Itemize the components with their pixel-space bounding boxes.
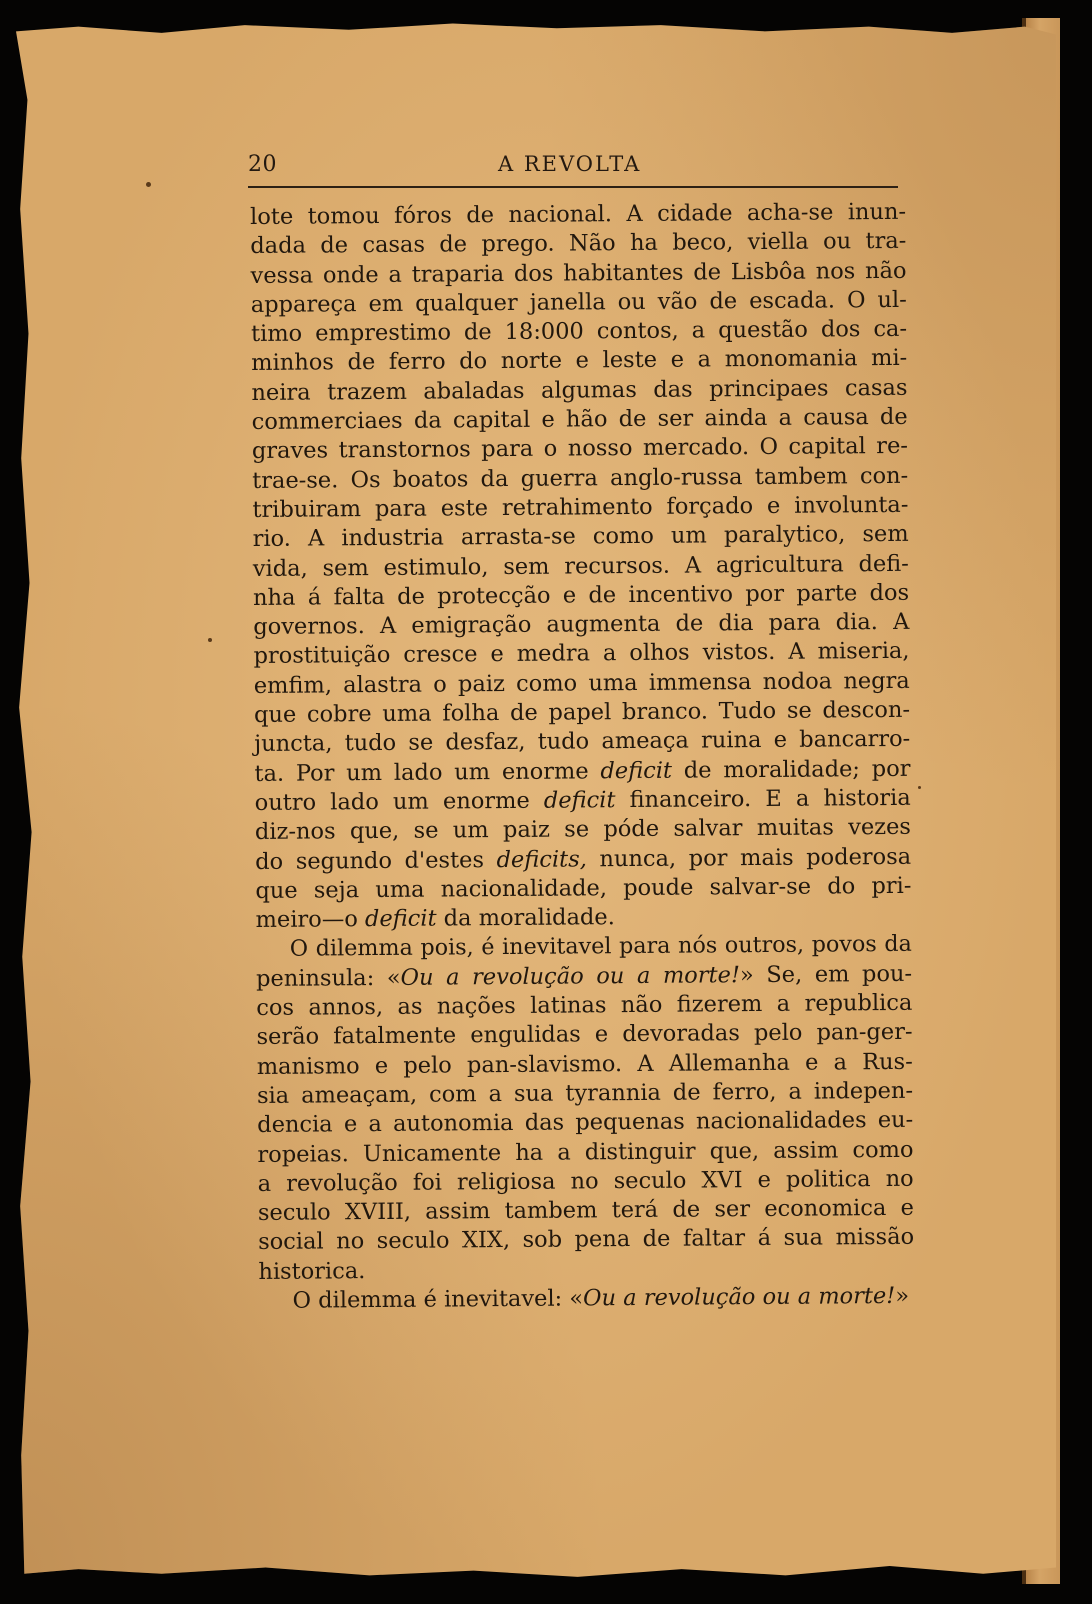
text-line (259, 1282, 915, 1316)
text-line: vessa onde a traparia dos habitantes de Lisbôa nos não (250, 257, 907, 289)
text-run: do segundo d'estes (255, 846, 497, 875)
text-line: juncta, tudo se desfaz, tudo ameaça ruina e bancarro- (254, 726, 911, 758)
text-line: appareça em qualquer janella ou vão de escada. O ul- (250, 286, 907, 318)
text-line: historica. (258, 1257, 366, 1285)
text-line: prostituição cresce e medra a olhos vistos. A miseria, (253, 638, 910, 670)
running-title: A REVOLTA (498, 152, 642, 176)
text-line: emfim, alastra o paiz como uma immensa nodoa negra (253, 667, 910, 699)
italic-term: deficit (600, 757, 673, 784)
text-line: tribuiram para este retrahimento forçado e involunta- (252, 491, 909, 523)
text-run: financeiro. E a historia (615, 784, 911, 814)
paper-speck (918, 786, 921, 789)
text-line: neira trazem abaladas algumas das principaes casas (251, 374, 908, 406)
text-line: minhos de ferro do norte e leste e a monomania mi- (251, 345, 908, 377)
text-line: seculo XVIII, assim tambem terá de ser economica e (257, 1194, 915, 1227)
text-run: » Se, em pou- (739, 960, 913, 988)
body-text (250, 198, 915, 1316)
text-line: manismo e pelo pan-slavismo. A Allemanha e a Rus- (256, 1048, 913, 1080)
header-rule (248, 186, 898, 188)
text-line: commerciaes da capital e hão de ser ainda a causa de (251, 403, 908, 436)
text-line: dencia e a autonomia das pequenas nacionalidades eu- (257, 1107, 914, 1139)
text-line: serão fatalmente engulidas e devoradas pelo pan-ger- (256, 1019, 913, 1051)
text-run: da moralidade. (436, 904, 615, 932)
text-run: meiro—o (255, 906, 366, 934)
paper-speck (208, 638, 212, 642)
text-line: diz-nos que, se um paiz se póde salvar muitas vezes (254, 814, 912, 846)
text-line: lote tomou fóros de nacional. A cidade acha-se inun- (250, 198, 907, 230)
italic-term: deficit (364, 905, 437, 933)
text-run: outro lado um enorme (254, 787, 544, 816)
text-line: que seja uma nacionalidade, poude salvar-se do pri- (255, 872, 912, 904)
text-line: a revolução foi religiosa no seculo XVI e politica no (257, 1165, 914, 1197)
text-line: graves transtornos para o nosso mercado. O capital re- (251, 433, 909, 465)
page-number: 20 (248, 152, 277, 177)
text-line: nha á falta de protecção e de incentivo por parte dos (252, 579, 910, 611)
text-line: timo emprestimo de 18:000 contos, a questão dos ca- (250, 316, 908, 348)
text-run: » (895, 1282, 910, 1309)
text-line: vida, sem estimulo, sem recursos. A agricultura defi- (252, 550, 909, 582)
text-run: peninsula: « (255, 964, 401, 992)
text-line: trae-se. Os boatos da guerra anglo-russa tambem con- (252, 462, 909, 494)
italic-term: deficits, (496, 845, 587, 873)
paper-speck (146, 182, 151, 187)
text-run: ta. Por um lado um enorme (254, 757, 601, 787)
italic-term: deficit (543, 787, 616, 814)
text-line: que cobre uma folha de papel branco. Tudo se descon- (253, 696, 911, 729)
text-run: de moralidade; por (671, 755, 911, 784)
text-line: O dilemma pois, é inevitavel para nós outros, povos da (289, 931, 912, 963)
text-run: O dilemma é inevitavel: « (292, 1285, 584, 1314)
text-line: governos. A emigração augmenta de dia para dia. A (253, 608, 910, 641)
text-line: dada de casas de prego. Não ha beco, viella ou tra- (250, 228, 907, 260)
text-line: ropeias. Unicamente ha a distinguir que, assim como (257, 1136, 914, 1168)
text-line: cos annos, as nações latinas não fizerem a republica (256, 989, 913, 1021)
italic-quote: Ou a revolução ou a morte! (400, 961, 741, 991)
text-line: sia ameaçam, com a sua tyrannia de ferro, a indepen- (256, 1077, 914, 1109)
text-line: rio. A industria arrasta-se como um paralytico, sem (252, 521, 909, 553)
italic-quote: Ou a revolução ou a morte! (583, 1282, 896, 1312)
text-run: nunca, por mais poderosa (586, 843, 912, 872)
text-line: social no seculo XIX, sob pena de faltar á sua missão (258, 1224, 915, 1256)
